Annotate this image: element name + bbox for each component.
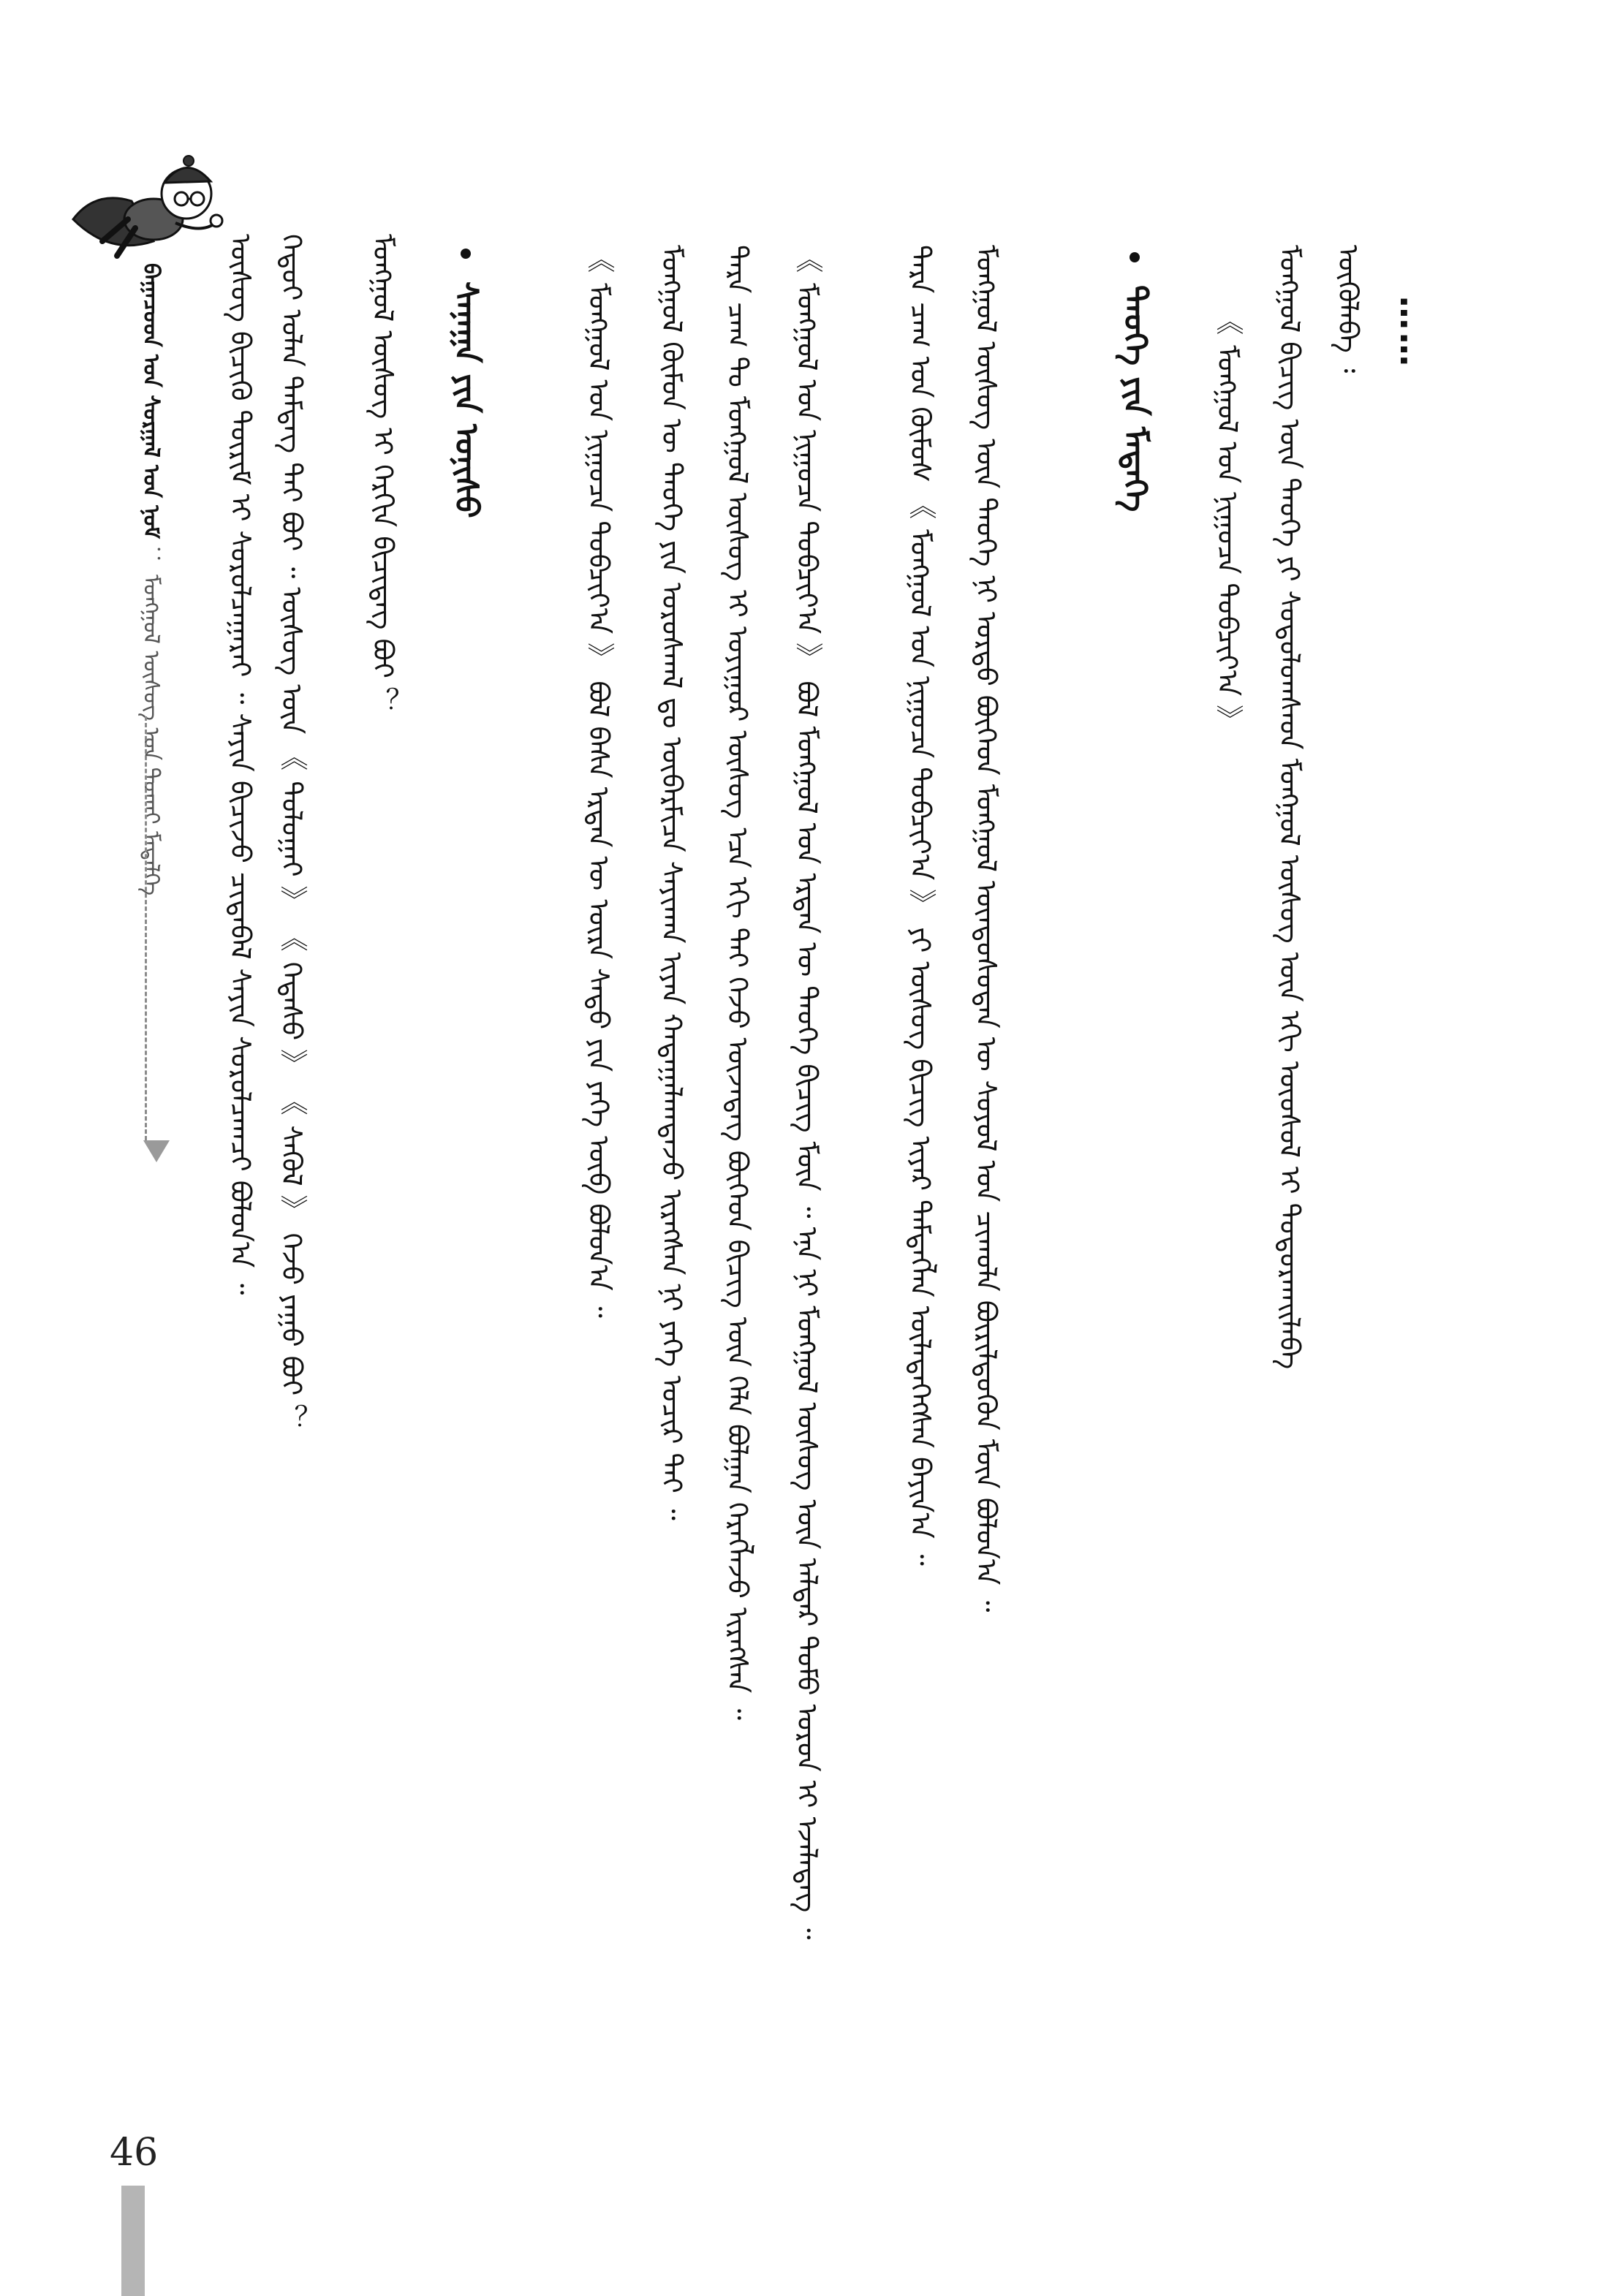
running-header-series: ᠪᠠᠭᠠᠴᠤᠳ ᠤᠨ ᠰᠤᠷᠭᠠᠯ ᠤᠨ ᠨᠣᠮ <box>138 263 164 539</box>
page-number: 46 <box>110 2131 159 2175</box>
section-2-bullet <box>461 249 471 259</box>
header-dashed-rule <box>145 716 147 1140</box>
header-arrow-icon <box>143 1140 170 1162</box>
section-2-line-2: ᠬᠡᠳᠦᠢ ᠣᠯᠠᠨ ᠲᠡᠮᠳᠡᠭ ᠲᠡᠢ ᠪᠣᠢ ᠃ ᠦᠰᠦᠭ ᠦᠨ 《 ᠲᠣᠯᠣᠭᠠᠢ 》 《 ᠭᠡᠳᠡᠰᠦ 》 《 ᠰᠡᠭᠦᠯ 》 ᠭᠡᠵᠦ ᠶᠠᠭᠤ ᠪᠣᠢ ？ <box>276 234 308 1433</box>
running-header: ᠪᠠᠭᠠᠴᠤᠳ ᠤᠨ ᠰᠤᠷᠭᠠᠯ ᠤᠨ ᠨᠣᠮ ： ᠮᠣᠩᠭᠣᠯ ᠦᠰᠦᠭ ᠤᠨ ᠲᠤᠬᠠᠢ ᠮᠡᠳᠡᠯᠭᠡ <box>138 263 164 896</box>
running-header-title: ᠮᠣᠩᠭᠣᠯ ᠦᠰᠦᠭ ᠤᠨ ᠲᠤᠬᠠᠢ ᠮᠡᠳᠡᠯᠭᠡ <box>138 575 164 896</box>
intro-line-1: ᠦᠭᠦᠯᠡᠪᠡ ᠄ <box>1332 245 1364 374</box>
page-edge-tab <box>121 2186 145 2296</box>
section-2-heading: ᠰᠠᠨᠠᠭᠠ ᠶᠢᠨ ᠣᠨᠢᠰᠤ <box>447 281 485 518</box>
section-1-line-5: ᠮᠣᠩᠭᠣᠯ ᠬᠦᠮᠦᠨ ᠦ ᠲᠡᠦᠬᠡ ᠶᠢᠨ ᠤᠷᠤᠰᠬᠠᠯ ᠳᠤ ᠥᠪᠡᠷᠮᠢᠴᠡ ᠰᠠᠶᠢᠬᠠᠨ ᠢᠶᠡᠨ ᠬᠠᠳᠠᠭᠠᠯᠠᠭᠳᠠᠵᠤ ᠢᠷᠡᠭᠰᠡᠨ ᠨᠢ ᠶᠡᠬᠡ ᠤᠴᠢᠷ ᠲᠠᠢ ᠃ <box>656 245 688 1520</box>
section-1-line-3: 《 ᠮᠣᠩᠭᠣᠯ ᠤᠨ ᠨᠢᠭᠤᠴᠠ ᠲᠣᠪᠴᠢᠶ᠎ᠠ 》 ᠪᠣᠯ ᠮᠣᠩᠭᠣᠯ ᠤᠨ ᠡᠷᠲᠡᠨ ᠦ ᠲᠡᠦᠬᠡ ᠪᠢᠴᠢᠭ ᠮᠥᠨ ᠃ ᠡᠨᠡ ᠨᠢ ᠮᠣᠩᠭᠣᠯ ᠦᠰᠦᠭ ᠦᠨ ᠠᠯᠳᠠᠷ ᠲᠣᠮᠣ ᠣᠷᠣᠨ ᠢ ᠡᠵᠡᠯᠡᠳᠡᠭ ᠃ <box>791 245 823 1940</box>
intro-line-2: ᠮᠣᠩᠭᠣᠯ ᠪᠢᠴᠢᠭ᠌ ᠦᠨ ᠲᠡᠦᠬᠡ ᠶᠢ ᠰᠤᠳᠤᠯᠤᠭᠰᠠᠳ ᠮᠣᠩᠭᠣᠯ ᠦᠰᠦᠭ ᠦᠨ ᠡᠬᠢ ᠦᠦᠰᠦᠯ ᠢ ᠲᠣᠳᠣᠷᠬᠠᠢᠯᠠᠪᠠ <box>1274 245 1306 1370</box>
section-1-line-2: ᠲᠡᠷᠡ ᠴᠠᠭ ᠤᠨ ᠬᠦᠮᠦᠰ 《 ᠮᠣᠩᠭᠣᠯ ᠤᠨ ᠨᠢᠭᠤᠴᠠ ᠲᠣᠪᠴᠢᠶ᠎ᠠ 》 ᠶᠢ ᠦᠰᠦᠭ ᠪᠢᠴᠢᠭ᠌ ᠢᠶᠡᠷ ᠲᠡᠮᠳᠡᠭᠯᠡᠨ ᠦᠯᠡᠳᠡᠭᠡᠭᠰᠡᠨ ᠪᠠᠶᠢᠨ᠎ᠠ ᠃ <box>904 245 937 1566</box>
ellipsis: …… <box>1393 296 1432 369</box>
section-1-line-1: ᠮᠣᠩᠭᠣᠯ ᠦᠰᠦᠭ ᠦᠨ ᠲᠡᠦᠬᠡ ᠨᠢ ᠤᠷᠲᠤ ᠪᠥᠭᠡᠳ ᠮᠣᠩᠭᠣᠯ ᠦᠨᠳᠦᠰᠦᠲᠡᠨ ᠦ ᠰᠣᠶᠣᠯ ᠤᠨ ᠴᠢᠬᠤᠯᠠ ᠪᠦᠷᠢᠯᠳᠦᠬᠦᠨ ᠮᠥᠨ ᠪᠣᠯᠤᠨ᠎ᠠ ᠃ <box>970 245 1002 1613</box>
section-1-heading: ᠲᠡᠦᠬᠡ ᠶᠢᠨ ᠮᠡᠳᠡᠭᠡ <box>1116 285 1154 512</box>
section-2-line-1: ᠮᠣᠩᠭᠣᠯ ᠦᠰᠦᠭ ᠢ ᠬᠡᠷᠬᠢᠨ ᠪᠢᠴᠢᠳᠡᠭ ᠪᠣᠢ ？ <box>367 234 399 716</box>
section-1-bullet <box>1130 252 1140 262</box>
mascot-illustration <box>66 132 227 270</box>
section-1-line-4: ᠲᠡᠷᠡ ᠴᠠᠭ ᠲᠤ ᠮᠣᠩᠭᠣᠯ ᠦᠰᠦᠭ ᠢ ᠤᠶᠢᠭᠤᠷ ᠦᠰᠦᠭ ᠡᠴᠡ ᠡᠬᠢ ᠲᠠᠢ ᠭᠡᠵᠦ ᠦᠵᠡᠳᠡᠭ ᠪᠥᠭᠡᠳ ᠪᠢᠴᠢᠭ᠌ ᠦᠨ ᠬᠡᠯᠡ ᠪᠣᠯᠭᠠᠨ ᠬᠡᠷᠡᠭᠯᠡᠵᠦ ᠢᠷᠡᠭᠰᠡᠨ ᠃ <box>722 245 754 1721</box>
section-2-line-3: ᠦᠰᠦᠭ ᠪᠢᠴᠢᠬᠦ ᠳᠦᠷᠢᠮ ᠢ ᠰᠤᠷᠤᠯᠴᠠᠭᠠᠷᠠᠢ ᠃ ᠰᠠᠶᠢᠨ ᠪᠢᠴᠢᠵᠦ ᠴᠢᠳᠠᠪᠠᠯ ᠰᠠᠶᠢᠨ ᠰᠤᠷᠤᠯᠴᠠᠭᠴᠢ ᠪᠣᠯᠤᠨ᠎ᠠ ᠃ <box>224 234 257 1295</box>
quote-text: 《 ᠮᠣᠩᠭᠣᠯ ᠤᠨ ᠨᠢᠭᠤᠴᠠ ᠲᠣᠪᠴᠢᠶ᠎ᠠ 》 <box>1211 307 1244 734</box>
section-1-line-6: 《 ᠮᠣᠩᠭᠣᠯ ᠤᠨ ᠨᠢᠭᠤᠴᠠ ᠲᠣᠪᠴᠢᠶ᠎ᠠ 》 ᠪᠣᠯ ᠪᠠᠰᠠ ᠡᠷᠲᠡᠨ ᠦ ᠦᠷᠡ ᠰᠠᠳᠤ ᠶᠢᠨ ᠶᠡᠬᠡ ᠥᠪ ᠪᠣᠯᠤᠨ᠎ᠠ ᠃ <box>583 245 615 1318</box>
